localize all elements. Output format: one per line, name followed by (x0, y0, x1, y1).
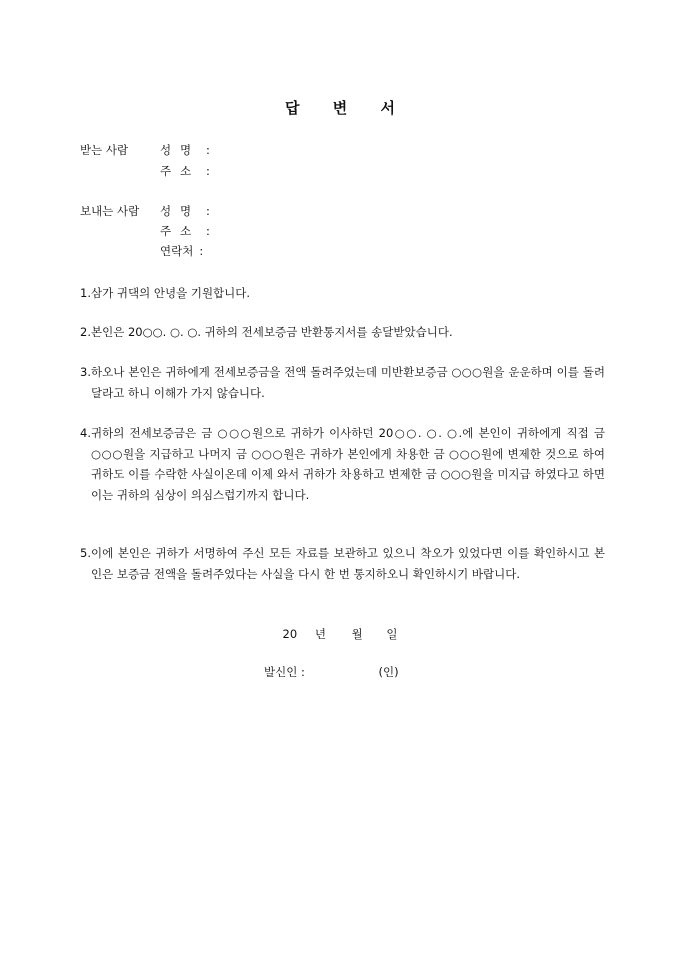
sender-name-colon: : (206, 204, 210, 218)
paragraph-5-text: 이에 본인은 귀하가 서명하여 주신 모든 자료를 보관하고 있으니 착오가 있었다면 이를 확인하시고 본인은 보증금 전액을 돌려주었다는 사실을 다시 한 번 통지하오니 확인하시기 바랍니다. (91, 546, 605, 581)
paragraph-1-number: 1. (80, 286, 91, 300)
date-year-prefix: 20 (282, 627, 298, 641)
sender-name-label-a: 성 (160, 204, 172, 218)
paragraph-5 (80, 543, 605, 584)
recipient-name-colon: : (206, 143, 210, 157)
sender-contact-label-text: 연락처 (160, 244, 194, 258)
document-title (0, 97, 680, 118)
signature-line (264, 664, 399, 680)
paragraph-3-number: 3. (80, 365, 91, 379)
paragraph-3 (80, 362, 605, 403)
sender-address-colon: : (206, 224, 210, 238)
paragraph-3-text: 하오나 본인은 귀하에게 전세보증금을 전액 돌려주었는데 미반환보증금 ○○○원을 운운하며 이를 돌려달라고 하니 이해가 가지 않습니다. (91, 365, 605, 400)
sender-address-label-a: 주 (160, 224, 172, 238)
recipient-address-colon: : (206, 164, 210, 178)
signature-seal: (인) (378, 665, 399, 679)
paragraph-2 (80, 322, 605, 343)
recipient-name-label-b: 명 (180, 143, 192, 157)
title-char-2: 변 (332, 99, 348, 117)
sender-group-label: 보내는 사람 (80, 204, 140, 218)
recipient-address-label-a: 주 (160, 164, 172, 178)
title-char-3: 서 (380, 99, 395, 117)
recipient-address-label (160, 163, 210, 179)
paragraph-1 (80, 283, 605, 304)
recipient-group-label: 받는 사람 (80, 143, 129, 157)
paragraph-4 (80, 423, 605, 505)
date-day-unit: 일 (386, 627, 398, 641)
sender-contact-colon: : (199, 244, 204, 258)
sender-address-label (160, 223, 210, 239)
recipient-name-label (160, 142, 210, 158)
sender-address-label-b: 소 (180, 224, 192, 238)
date-year-unit: 년 (314, 627, 326, 641)
sender-name-label-b: 명 (180, 204, 192, 218)
paragraph-1-text: 삼가 귀댁의 안녕을 기원합니다. (91, 286, 251, 300)
recipient-name-label-a: 성 (160, 143, 172, 157)
paragraph-5-number: 5. (80, 546, 91, 560)
date-line (0, 626, 680, 642)
recipient-address-label-b: 소 (180, 164, 192, 178)
paragraph-4-text: 귀하의 전세보증금은 금 ○○○원으로 귀하가 이사하던 20○○. ○. ○.에 본인이 귀하에게 직접 금 ○○○원을 지급하고 나머지 금 ○○○원은 귀하가 본인에게 차용한 금 ○○○원에 변제한 것으로 하여 귀하도 이를 수락한 사실이온데 이제 와서 귀하가 차용하고 변제한 금 ○○○원을 미지급 하였다고 하면 이는 귀하의 심상이 의심스럽기까지 합니다. (91, 426, 605, 502)
paragraph-4-number: 4. (80, 426, 91, 440)
paragraph-2-number: 2. (80, 325, 91, 339)
sender-name-label (160, 203, 210, 219)
sender-contact-label (160, 243, 203, 259)
title-char-1: 답 (285, 99, 300, 117)
date-month-unit: 월 (351, 627, 363, 641)
paragraph-2-text: 본인은 20○○. ○. ○. 귀하의 전세보증금 반환통지서를 송달받았습니다. (91, 325, 453, 339)
signature-label: 발신인 : (264, 665, 305, 679)
